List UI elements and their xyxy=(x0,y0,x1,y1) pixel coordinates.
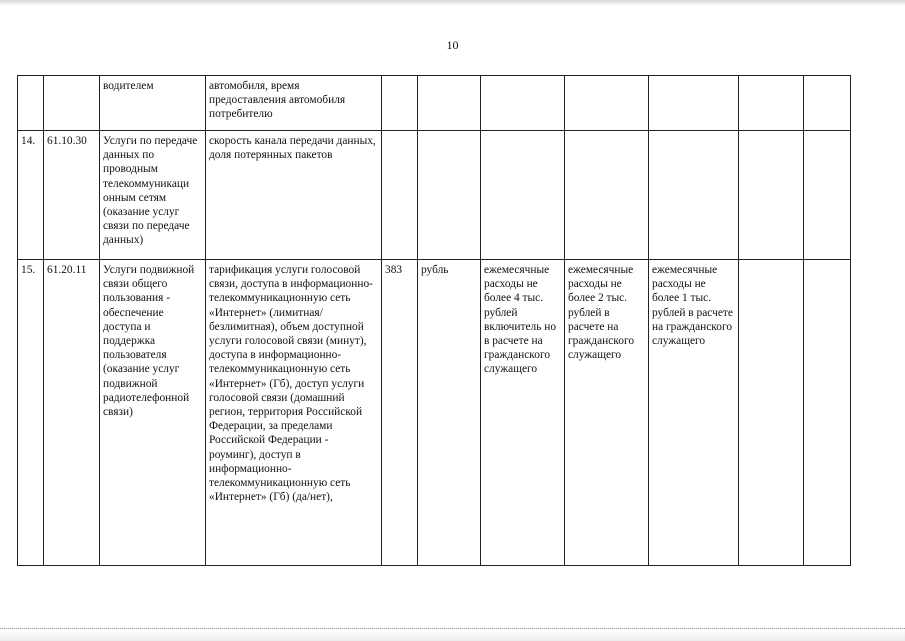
table-row xyxy=(18,260,851,566)
unit-name-cell xyxy=(418,131,481,260)
unit-name-cell xyxy=(418,76,481,131)
characteristic-cell: тарификация услуги голосовой связи, доступа в информационно-телекоммуникационную сеть «Интернет» (лимитная/безлимитная), объем доступной услуги голосовой связи (минут), доступа в информационно-телекоммуникационную сеть «Интернет» (Гб), доступ услуги голосовой связи (домашний регион, территория Российской Федерации, за пределами Российской Федерации - роуминг), доступ в информационно-телекоммуникационную сеть «Интернет» (Гб) (да/нет), xyxy=(206,260,382,566)
extra-cell-1 xyxy=(739,260,804,566)
unit-name-cell: рубль xyxy=(418,260,481,566)
row-number-cell xyxy=(18,76,44,131)
value-cell-2 xyxy=(565,76,649,131)
scan-edge-bottom xyxy=(0,628,905,641)
value-cell-3 xyxy=(649,131,739,260)
value-cell-1: ежемесячные расходы не более 4 тыс. рублей включитель но в расчете на гражданского служащего xyxy=(481,260,565,566)
service-name-cell: Услуги по передаче данных по проводным телекоммуникаци онным сетям (оказание услуг связи по передаче данных) xyxy=(100,131,206,260)
characteristic-cell: автомобиля, время предоставления автомобиля потребителю xyxy=(206,76,382,131)
extra-cell-2 xyxy=(804,131,851,260)
table-row xyxy=(18,76,851,131)
extra-cell-2 xyxy=(804,76,851,131)
value-cell-2 xyxy=(565,131,649,260)
okpd-code-cell xyxy=(44,76,100,131)
page-number: 10 xyxy=(446,38,459,52)
service-name-cell: Услуги подвижной связи общего пользования - обеспечение доступа и поддержка пользователя (оказание услуг подвижной радиотелефонной связи) xyxy=(100,260,206,566)
unit-code-cell xyxy=(382,76,418,131)
service-name-cell: водителем xyxy=(100,76,206,131)
value-cell-3 xyxy=(649,76,739,131)
table-row xyxy=(18,131,851,260)
unit-code-cell xyxy=(382,131,418,260)
value-cell-3: ежемесячные расходы не более 1 тыс. рублей в расчете на гражданского служащего xyxy=(649,260,739,566)
okpd-code-cell: 61.10.30 xyxy=(44,131,100,260)
okpd-code-cell: 61.20.11 xyxy=(44,260,100,566)
characteristic-cell: скорость канала передачи данных, доля потерянных пакетов xyxy=(206,131,382,260)
value-cell-1 xyxy=(481,131,565,260)
extra-cell-1 xyxy=(739,131,804,260)
row-number-cell: 15. xyxy=(18,260,44,566)
row-number-cell: 14. xyxy=(18,131,44,260)
extra-cell-2 xyxy=(804,260,851,566)
value-cell-2: ежемесячные расходы не более 2 тыс. рублей в расчете на гражданского служащего xyxy=(565,260,649,566)
extra-cell-1 xyxy=(739,76,804,131)
scan-edge-top xyxy=(0,0,905,6)
value-cell-1 xyxy=(481,76,565,131)
unit-code-cell: 383 xyxy=(382,260,418,566)
requirements-table xyxy=(17,75,851,566)
